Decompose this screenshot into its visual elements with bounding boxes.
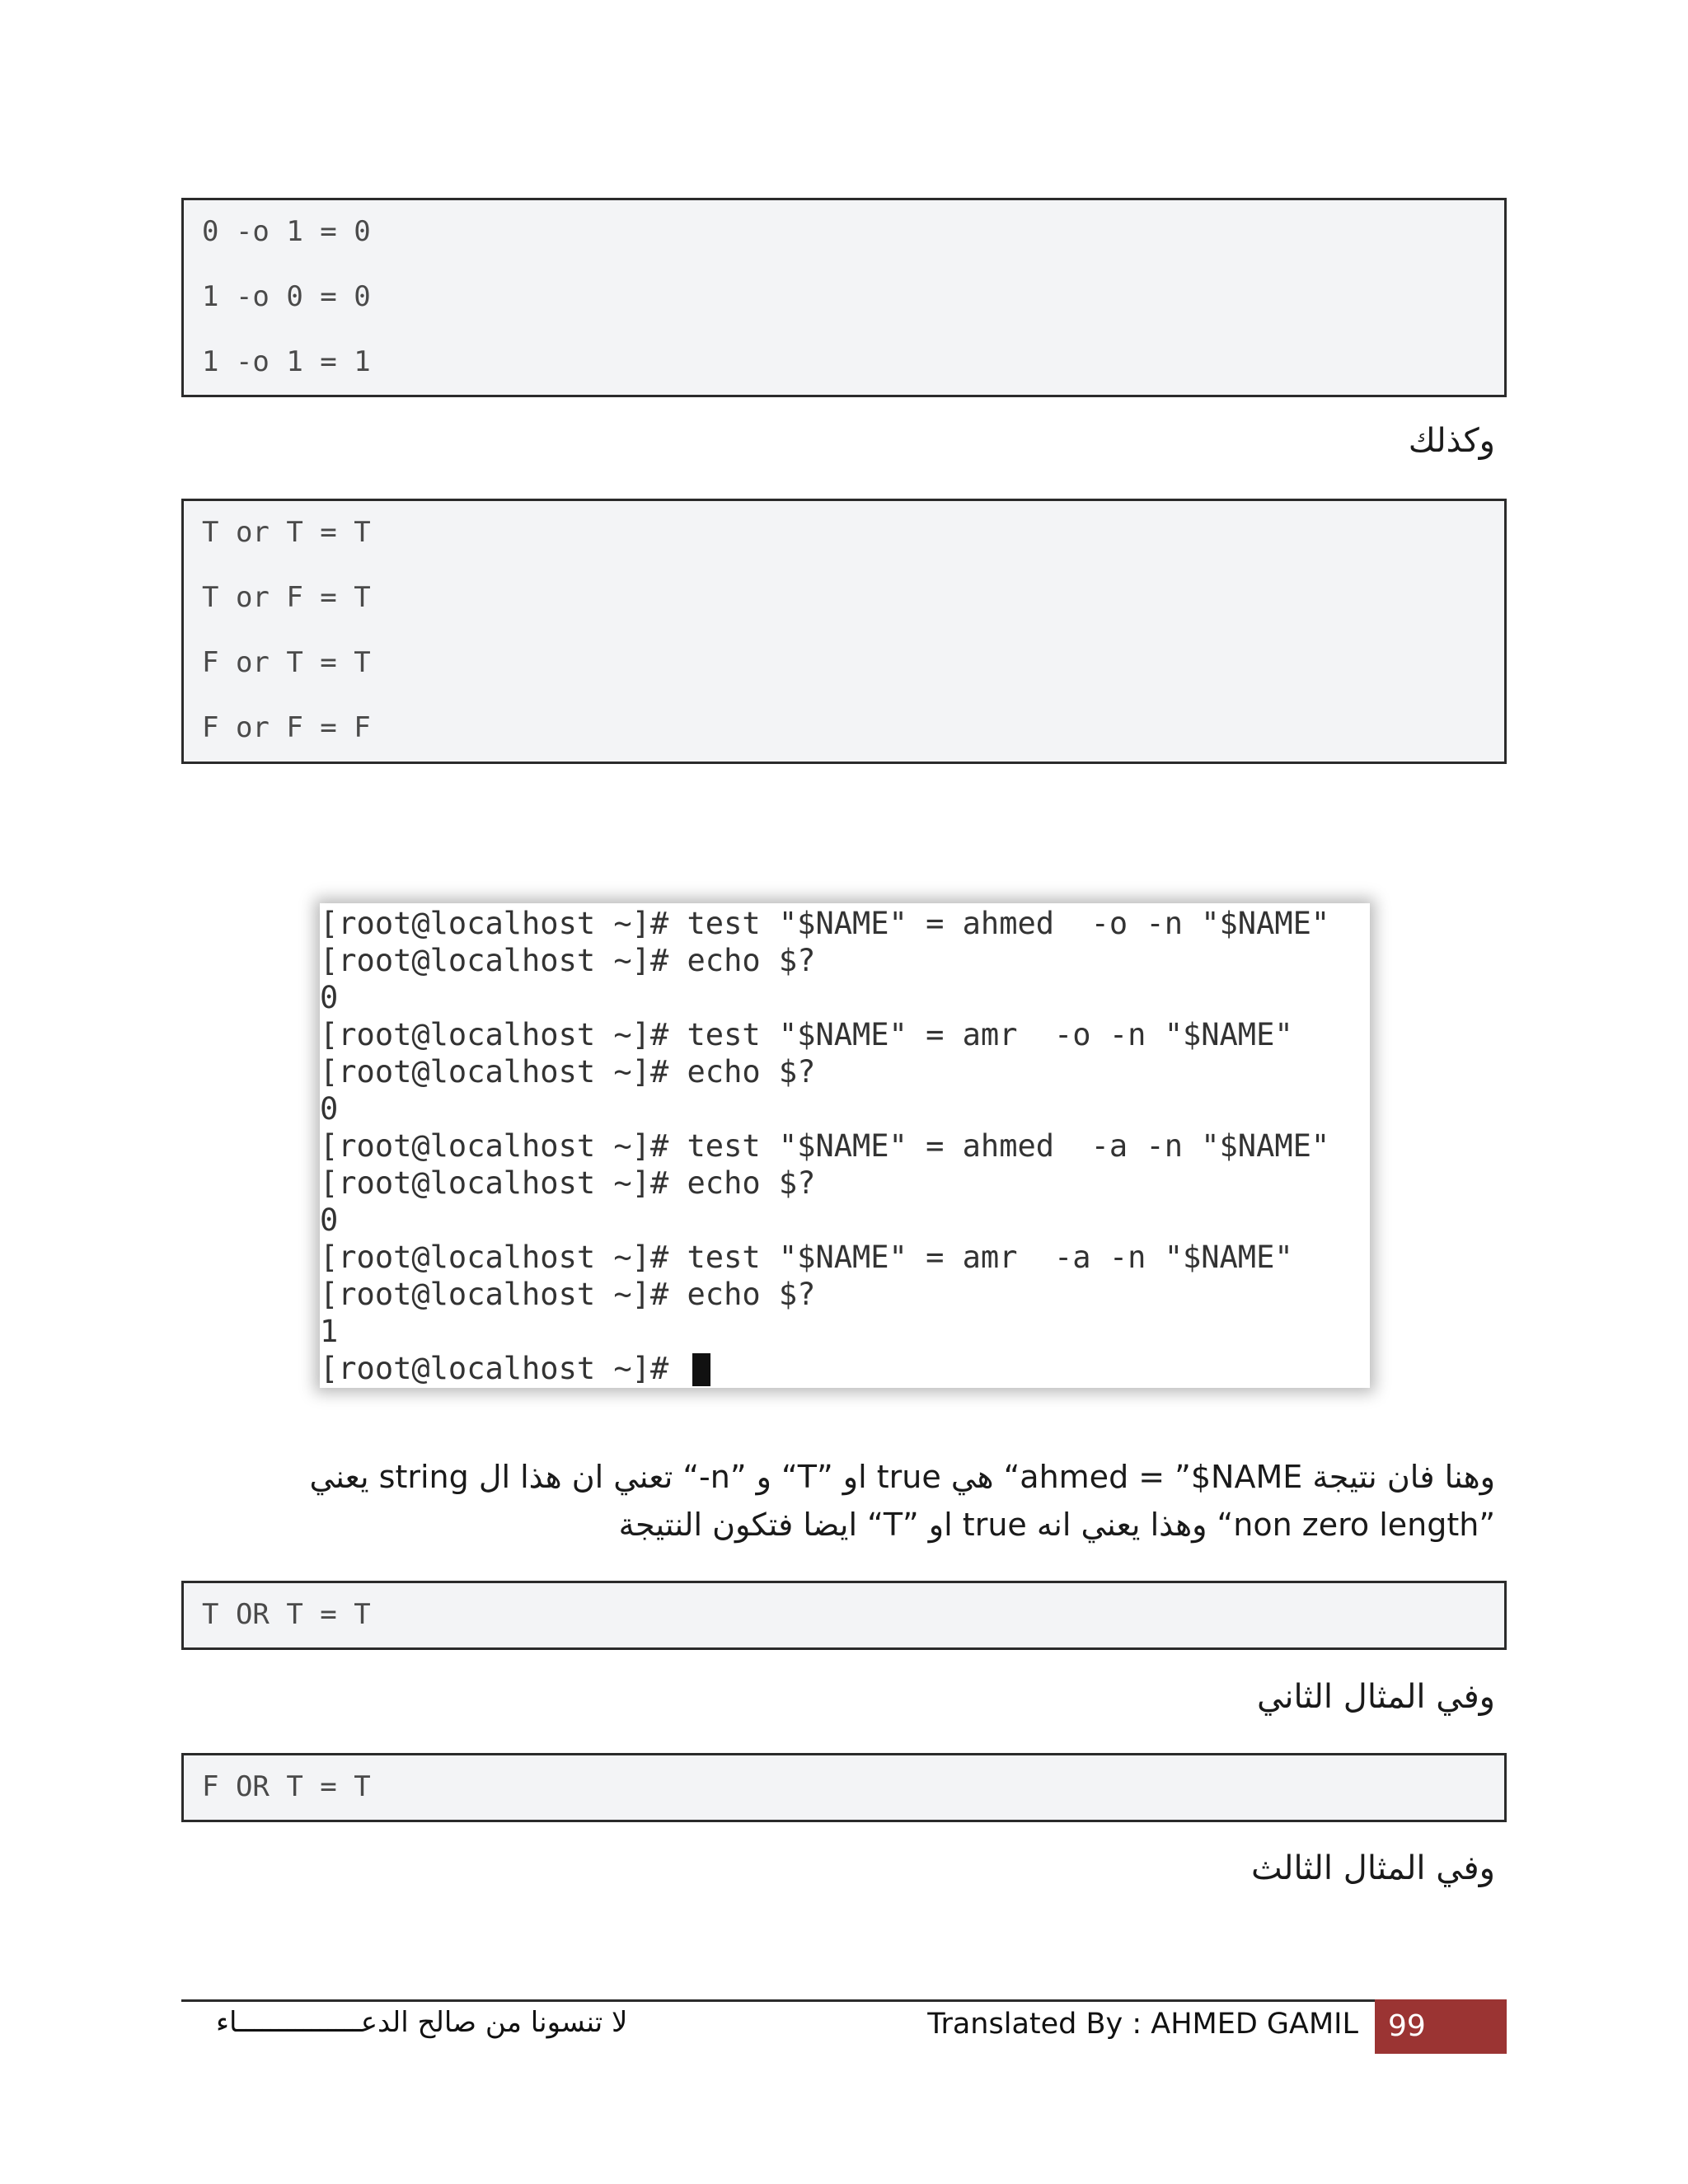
code-line: F or F = F bbox=[202, 711, 371, 744]
footer-dua-text: لا تنسونا من صالح الدعـــــــــــــــاء bbox=[216, 2006, 628, 2039]
terminal-line: [root@localhost ~]# test "$NAME" = ahmed -a -n "$NAME" bbox=[320, 1128, 1330, 1164]
code-line: 1 -o 0 = 0 bbox=[202, 280, 371, 313]
code-box-example-1 bbox=[181, 1581, 1507, 1650]
terminal-line: [root@localhost ~]# bbox=[320, 1351, 687, 1386]
code-box-or-truth-table bbox=[181, 499, 1507, 764]
terminal-screenshot bbox=[320, 903, 1370, 1388]
terminal-line: [root@localhost ~]# echo $? bbox=[320, 1165, 816, 1201]
terminal-line: [root@localhost ~]# test "$NAME" = ahmed -o -n "$NAME" bbox=[320, 906, 1330, 941]
code-line: T or F = T bbox=[202, 581, 371, 614]
terminal-line: [root@localhost ~]# echo $? bbox=[320, 943, 816, 978]
page-number-badge: 99 bbox=[1375, 1999, 1507, 2054]
paragraph-third-example: وفي المثال الثالث bbox=[1251, 1849, 1495, 1887]
footer-divider bbox=[181, 1999, 1507, 2002]
code-line: T OR T = T bbox=[202, 1598, 371, 1631]
terminal-line: [root@localhost ~]# test "$NAME" = amr -o -n "$NAME" bbox=[320, 1017, 1293, 1052]
terminal-line: 0 bbox=[320, 980, 339, 1015]
terminal-line: 0 bbox=[320, 1091, 339, 1127]
explanation-line-1: وهنا فان نتيجة ahmed = ”$NAME“ هي true او ”T“ و ”n-“ تعني ان هذا ال string يعني bbox=[309, 1459, 1495, 1495]
code-line: F OR T = T bbox=[202, 1770, 371, 1803]
code-line: T or T = T bbox=[202, 516, 371, 549]
footer-translator-credit: Translated By : AHMED GAMIL bbox=[927, 2008, 1358, 2041]
explanation-line-2: ”non zero length“ وهذا يعني انه true او ”T“ ايضا فتكون النتيجة bbox=[618, 1507, 1495, 1543]
code-line: 0 -o 1 = 0 bbox=[202, 215, 371, 248]
code-box-or-binary bbox=[181, 198, 1507, 397]
terminal-cursor bbox=[692, 1353, 710, 1386]
terminal-line: 1 bbox=[320, 1314, 339, 1349]
code-box-example-2 bbox=[181, 1753, 1507, 1822]
paragraph-wakadhalik: وكذلك bbox=[1408, 422, 1495, 460]
terminal-line: [root@localhost ~]# echo $? bbox=[320, 1054, 816, 1090]
code-line: 1 -o 1 = 1 bbox=[202, 345, 371, 378]
code-line: F or T = T bbox=[202, 646, 371, 679]
terminal-line: 0 bbox=[320, 1202, 339, 1238]
terminal-line: [root@localhost ~]# test "$NAME" = amr -a -n "$NAME" bbox=[320, 1240, 1293, 1275]
terminal-line: [root@localhost ~]# echo $? bbox=[320, 1277, 816, 1312]
paragraph-second-example: وفي المثال الثاني bbox=[1257, 1678, 1495, 1716]
